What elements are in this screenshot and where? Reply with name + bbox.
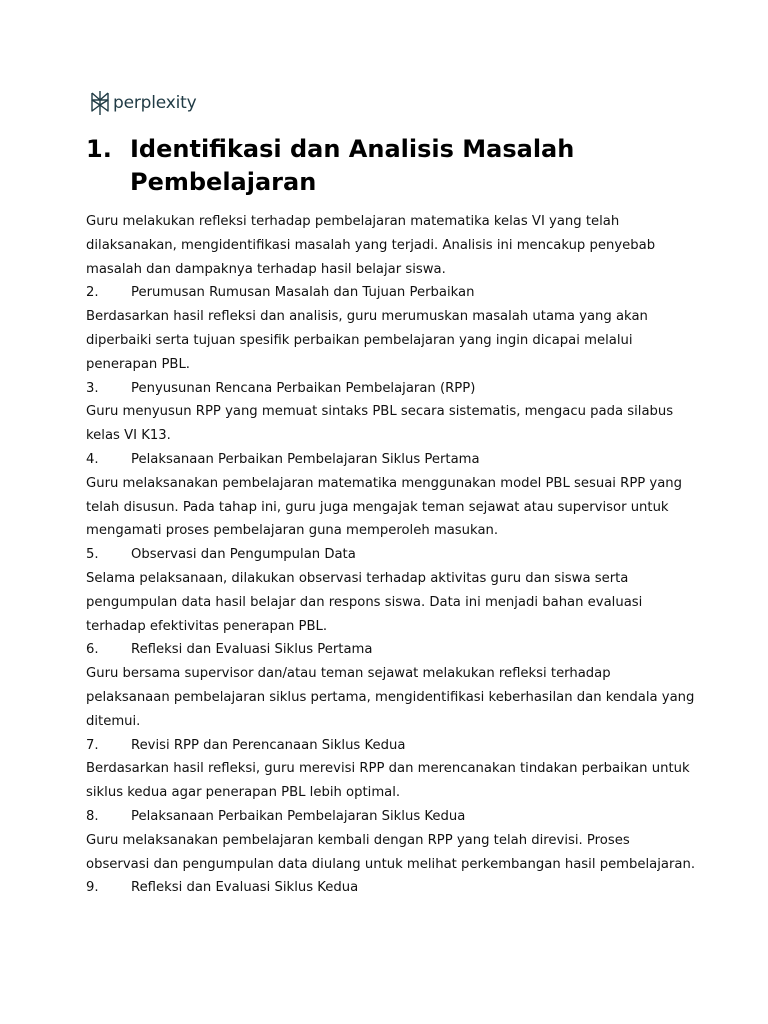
intro-paragraph: Guru melakukan refleksi terhadap pembelajaran matematika kelas VI yang telah dilaksanakan, mengidentifikasi masalah yang terjadi. Analisis ini mencakup penyebab masalah dan dampaknya terhadap hasil belajar siswa. xyxy=(86,214,656,277)
step-number: 9. xyxy=(86,880,99,896)
step-title: Refleksi dan Evaluasi Siklus Pertama xyxy=(131,642,373,658)
heading-title: Identifikasi dan Analisis Masalah Pembelajaran xyxy=(130,135,575,196)
step-paragraph: Guru melaksanakan pembelajaran matematika menggunakan model PBL sesuai RPP yang telah disusun. Pada tahap ini, guru juga mengajak teman sejawat atau supervisor untuk mengamati proses pembelajaran guna memperoleh masukan. xyxy=(86,475,683,539)
step-heading xyxy=(86,543,696,567)
step-paragraph: Guru bersama supervisor dan/atau teman sejawat melakukan refleksi terhadap pelaksanaan pembelajaran siklus pertama, mengidentifikasi keberhasilan dan kendala yang ditemui. xyxy=(86,666,695,729)
step-heading xyxy=(86,805,696,829)
step-number: 5. xyxy=(86,547,99,563)
perplexity-logo-icon xyxy=(90,90,110,116)
step-item xyxy=(86,377,696,448)
section-heading xyxy=(86,133,696,199)
step-title: Pelaksanaan Perbaikan Pembelajaran Siklus Kedua xyxy=(131,808,466,824)
step-item xyxy=(86,734,696,805)
step-item xyxy=(86,543,696,638)
step-heading xyxy=(86,448,696,472)
logo-wordmark: perplexity xyxy=(113,93,197,113)
document-body xyxy=(86,210,696,900)
step-number: 4. xyxy=(86,451,99,467)
step-item xyxy=(86,805,696,876)
step-title: Observasi dan Pengumpulan Data xyxy=(131,547,356,563)
step-paragraph: Guru menyusun RPP yang memuat sintaks PBL secara sistematis, mengacu pada silabus kelas VI K13. xyxy=(86,404,674,444)
step-item xyxy=(86,281,696,376)
step-title: Refleksi dan Evaluasi Siklus Kedua xyxy=(131,880,359,896)
step-paragraph: Berdasarkan hasil refleksi dan analisis, guru merumuskan masalah utama yang akan diperbaiki serta tujuan spesifik perbaikan pembelajaran yang ingin dicapai melalui penerapan PBL. xyxy=(86,309,648,372)
perplexity-logo xyxy=(90,88,696,118)
step-heading xyxy=(86,281,696,305)
step-title: Revisi RPP dan Perencanaan Siklus Kedua xyxy=(131,737,406,753)
heading-number: 1. xyxy=(86,135,112,163)
step-heading xyxy=(86,377,696,401)
document-page xyxy=(86,88,696,900)
step-item xyxy=(86,638,696,733)
step-number: 6. xyxy=(86,642,99,658)
step-heading xyxy=(86,734,696,758)
step-title: Pelaksanaan Perbaikan Pembelajaran Siklus Pertama xyxy=(131,451,480,467)
step-number: 8. xyxy=(86,808,99,824)
step-title: Perumusan Rumusan Masalah dan Tujuan Perbaikan xyxy=(131,285,475,301)
steps-list xyxy=(86,281,696,900)
step-title: Penyusunan Rencana Perbaikan Pembelajaran (RPP) xyxy=(131,380,476,396)
step-heading xyxy=(86,876,696,900)
step-number: 7. xyxy=(86,737,99,753)
step-item xyxy=(86,448,696,543)
step-paragraph: Guru melaksanakan pembelajaran kembali dengan RPP yang telah direvisi. Proses observasi dan pengumpulan data diulang untuk melihat perkembangan hasil pembelajaran. xyxy=(86,832,696,872)
step-paragraph: Selama pelaksanaan, dilakukan observasi terhadap aktivitas guru dan siswa serta pengumpulan data hasil belajar dan respons siswa. Data ini menjadi bahan evaluasi terhadap efektivitas penerapan PBL. xyxy=(86,570,643,634)
step-number: 2. xyxy=(86,285,99,301)
step-item xyxy=(86,876,696,900)
step-paragraph: Berdasarkan hasil refleksi, guru merevisi RPP dan merencanakan tindakan perbaikan untuk siklus kedua agar penerapan PBL lebih optimal. xyxy=(86,761,690,801)
step-number: 3. xyxy=(86,380,99,396)
step-heading xyxy=(86,638,696,662)
